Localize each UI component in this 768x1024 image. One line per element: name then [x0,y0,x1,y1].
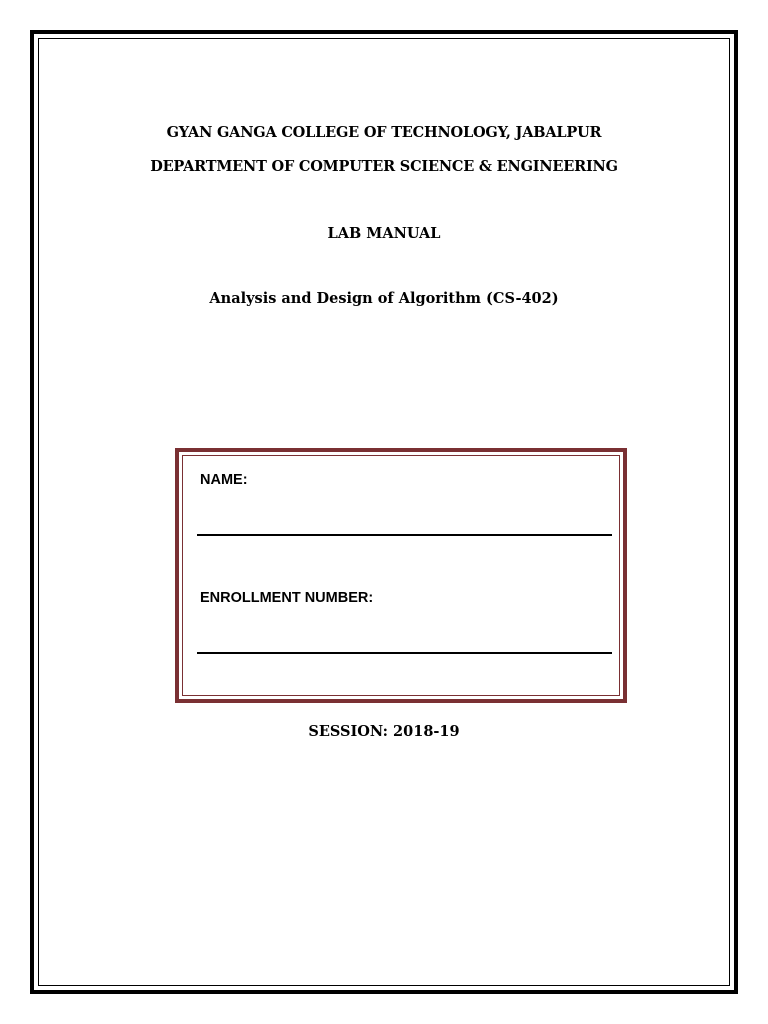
document-type: LAB MANUAL [327,225,441,242]
name-field-line [197,534,612,536]
college-name: GYAN GANGA COLLEGE OF TECHNOLOGY, JABALPUR [166,124,602,141]
student-info-box [175,448,627,703]
subject-title: Analysis and Design of Algorithm (CS-402) [209,290,559,307]
enrollment-number-field-line [197,652,612,654]
student-info-box-inner-border [182,455,620,696]
enrollment-number-label: ENROLLMENT NUMBER: [200,590,374,606]
session-text: SESSION: 2018-19 [308,723,460,740]
name-label: NAME: [200,472,248,488]
department-name: DEPARTMENT OF COMPUTER SCIENCE & ENGINEERING [150,158,618,175]
